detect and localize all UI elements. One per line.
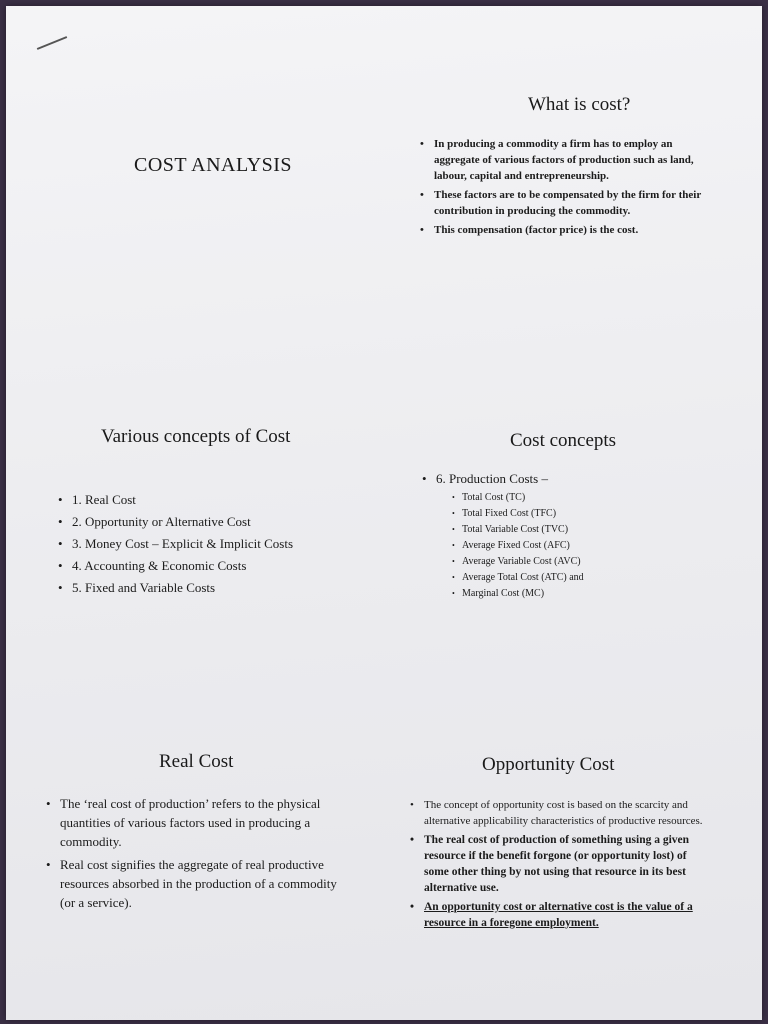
bullet-item: • 3. Money Cost – Explicit & Implicit Costs	[58, 533, 378, 555]
slide-title-cost-analysis: COST ANALYSIS	[134, 154, 293, 176]
real-cost-bullets	[46, 794, 346, 916]
various-concepts-bullets	[58, 489, 378, 599]
bullet-item: • An opportunity cost or alternative cost is the value of a resource in a foregone employment.	[410, 899, 710, 931]
slide-title-cost-concepts: Cost concepts	[510, 430, 617, 451]
sub-bullet-item: • Average Total Cost (ATC) and	[452, 570, 722, 586]
sub-bullet-item: • Average Fixed Cost (AFC)	[452, 538, 722, 554]
bullet-item: • In producing a commodity a firm has to employ an aggregate of various factors of production such as land, labour, capital and entrepreneurship.	[420, 136, 720, 184]
bullet-item	[422, 470, 722, 488]
bullet-item: • The ‘real cost of production’ refers to the physical quantities of various factors used in producing a commodity.	[46, 794, 346, 851]
production-costs-label: 6. Production Costs –	[436, 471, 548, 486]
what-is-cost-bullets	[420, 136, 720, 241]
slide-title-various-concepts: Various concepts of Cost	[101, 426, 291, 447]
cost-concepts-bullets	[422, 470, 722, 488]
sub-bullet-item: • Average Variable Cost (AVC)	[452, 554, 722, 570]
sub-bullet-item: • Total Fixed Cost (TFC)	[452, 506, 722, 522]
bullet-item: • The concept of opportunity cost is based on the scarcity and alternative applicability characteristics of productive resources.	[410, 797, 710, 829]
sub-bullet-item: • Total Cost (TC)	[452, 490, 722, 506]
bullet-item: • Real cost signifies the aggregate of real productive resources absorbed in the production of a commodity (or a service).	[46, 855, 346, 912]
slide-title-real-cost: Real Cost	[159, 751, 234, 772]
slide-title-opportunity-cost: Opportunity Cost	[482, 754, 615, 775]
bullet-item: • 5. Fixed and Variable Costs	[58, 577, 378, 599]
bullet-item: • 1. Real Cost	[58, 489, 378, 511]
printed-handout-page	[6, 6, 762, 1020]
bullet-item: • The real cost of production of something using a given resource if the benefit forgone (or opportunity lost) of some other thing by not using that resource in its best alternative use.	[410, 832, 710, 896]
bullet-item: • 2. Opportunity or Alternative Cost	[58, 511, 378, 533]
slide-title-what-is-cost: What is cost?	[528, 94, 631, 115]
bullet-item: • This compensation (factor price) is the cost.	[420, 222, 720, 238]
pen-mark	[37, 36, 67, 50]
sub-bullet-item: • Total Variable Cost (TVC)	[452, 522, 722, 538]
bullet-item: • These factors are to be compensated by the firm for their contribution in producing the commodity.	[420, 187, 720, 219]
sub-bullet-item: • Marginal Cost (MC)	[452, 586, 722, 602]
opportunity-cost-bullets	[410, 797, 710, 934]
bullet-item: • 4. Accounting & Economic Costs	[58, 555, 378, 577]
production-costs-sub-bullets	[422, 490, 722, 602]
